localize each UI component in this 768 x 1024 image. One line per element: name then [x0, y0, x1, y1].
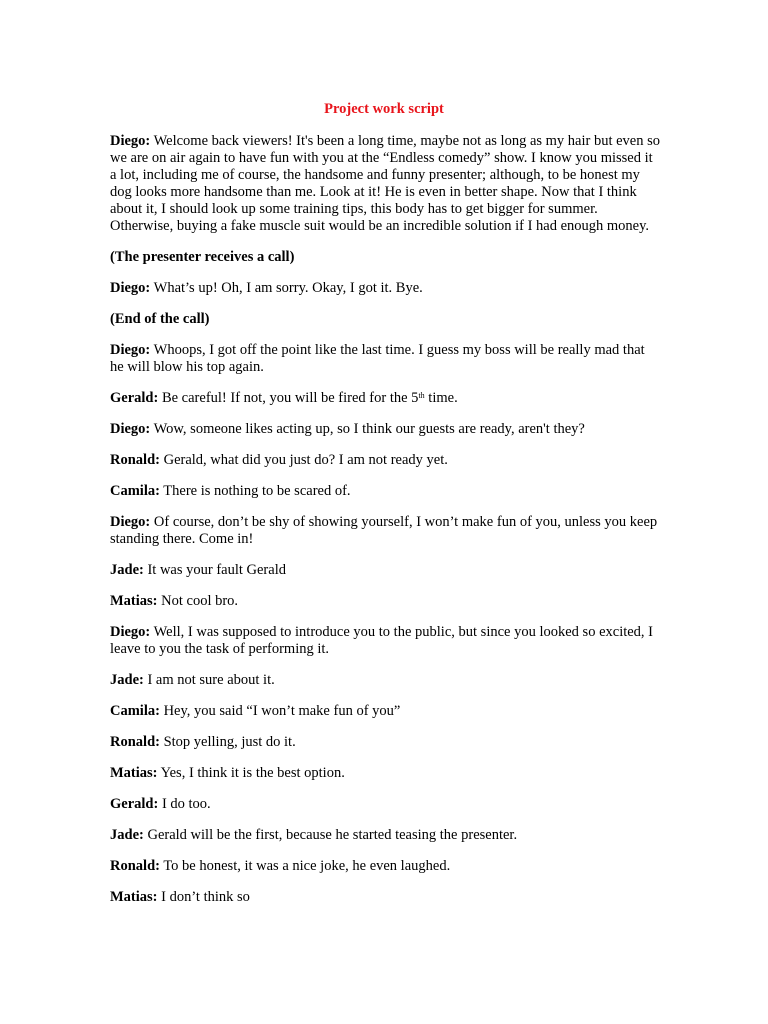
dialogue-line [110, 421, 660, 438]
dialogue-text: It was your fault Gerald [143, 562, 286, 578]
speaker-name: Camila: [110, 483, 160, 499]
dialogue-text: Be careful! If not, you will be fired for the 5 [158, 390, 419, 406]
dialogue-text: Whoops, I got off the point like the last time. I guess my boss will be really mad that he will blow his top again. [110, 342, 645, 375]
speaker-name: Matias: [110, 889, 158, 905]
dialogue-text: What’s up! Oh, I am sorry. Okay, I got it. Bye. [150, 280, 423, 296]
dialogue-line [110, 483, 660, 500]
stage-direction-text: (End of the call) [110, 311, 210, 327]
dialogue-text: Wow, someone likes acting up, so I think our guests are ready, aren't they? [150, 421, 585, 437]
speaker-name: Diego: [110, 514, 151, 530]
dialogue-text: I don’t think so [157, 889, 250, 905]
dialogue-line [110, 734, 660, 751]
speaker-name: Jade: [110, 672, 144, 688]
dialogue-text: To be honest, it was a nice joke, he even laughed. [159, 858, 451, 874]
dialogue-line [110, 342, 660, 376]
speaker-name: Matias: [110, 593, 158, 609]
dialogue-text: Gerald will be the first, because he started teasing the presenter. [143, 827, 518, 843]
dialogue-line [110, 514, 660, 548]
dialogue-text: Yes, I think it is the best option. [157, 765, 345, 781]
stage-direction [110, 311, 660, 328]
dialogue-line [110, 133, 660, 235]
dialogue-line [110, 796, 660, 813]
dialogue-text: Welcome back viewers! It's been a long time, maybe not as long as my hair but even so we are on air again to have fun with you at the “Endless comedy” show. I know you missed it a lot, including me of course, the handsome and funny presenter; although, to be honest my dog looks more handsome than me. Look at it! He is even in better shape. Now that I think about it, I should look up some training tips, this body has to get bigger for summer. Otherwise, buying a fake muscle suit would be an incredible solution if I had enough money. [110, 133, 661, 234]
speaker-name: Jade: [110, 562, 144, 578]
speaker-name: Matias: [110, 765, 158, 781]
dialogue-text: Hey, you said “I won’t make fun of you” [159, 703, 401, 719]
dialogue-text-continued: time. [424, 390, 458, 406]
speaker-name: Ronald: [110, 452, 160, 468]
dialogue-line [110, 562, 660, 579]
speaker-name: Camila: [110, 703, 160, 719]
dialogue-text: I am not sure about it. [143, 672, 275, 688]
dialogue-text: Stop yelling, just do it. [159, 734, 296, 750]
speaker-name: Diego: [110, 133, 151, 149]
dialogue-line [110, 280, 660, 297]
dialogue-text: Not cool bro. [157, 593, 239, 609]
dialogue-text: I do too. [158, 796, 211, 812]
speaker-name: Gerald: [110, 796, 159, 812]
dialogue-line [110, 452, 660, 469]
dialogue-line [110, 889, 660, 906]
speaker-name: Diego: [110, 280, 151, 296]
speaker-name: Diego: [110, 624, 151, 640]
speaker-name: Diego: [110, 421, 151, 437]
dialogue-line [110, 827, 660, 844]
dialogue-line [110, 765, 660, 782]
speaker-name: Ronald: [110, 858, 160, 874]
speaker-name: Diego: [110, 342, 151, 358]
stage-direction [110, 249, 660, 266]
stage-direction-text: (The presenter receives a call) [110, 249, 295, 265]
dialogue-text: There is nothing to be scared of. [159, 483, 351, 499]
dialogue-text: Of course, don’t be shy of showing yourself, I won’t make fun of you, unless you keep standing there. Come in! [110, 514, 658, 547]
speaker-name: Jade: [110, 827, 144, 843]
dialogue-line [110, 703, 660, 720]
dialogue-line [110, 672, 660, 689]
dialogue-line [110, 593, 660, 610]
dialogue-line [110, 624, 660, 658]
dialogue-line [110, 858, 660, 875]
dialogue-text: Gerald, what did you just do? I am not ready yet. [159, 452, 448, 468]
dialogue-text: Well, I was supposed to introduce you to the public, but since you looked so excited, I leave to you the task of performing it. [110, 624, 654, 657]
speaker-name: Gerald: [110, 390, 159, 406]
speaker-name: Ronald: [110, 734, 160, 750]
dialogue-line [110, 390, 660, 407]
script-body [110, 133, 660, 920]
ordinal-suffix: th [418, 391, 425, 400]
document-title: Project work script [324, 101, 444, 117]
